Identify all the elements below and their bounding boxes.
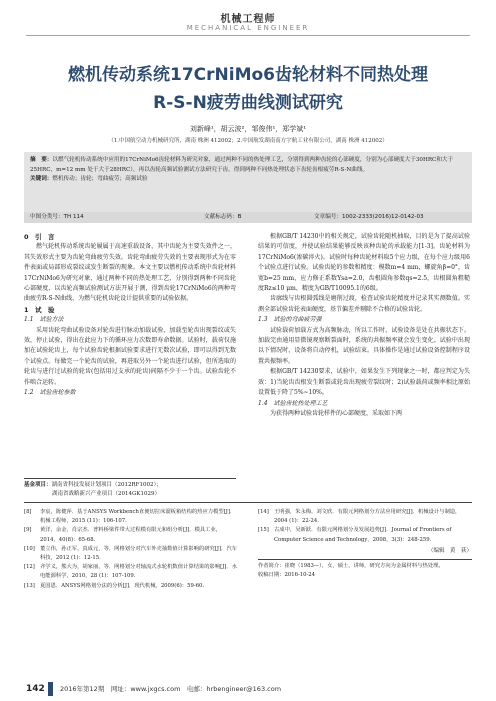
- received-date: 收稿日期：2016-10-24: [258, 572, 316, 579]
- keywords-label: 关键词：: [30, 176, 53, 182]
- funding-rule: [24, 478, 236, 479]
- abstract-box: [24, 152, 472, 212]
- page-number: 142: [26, 684, 45, 694]
- journal-subtitle: MECHANICAL ENGINEER: [186, 24, 310, 32]
- references-rule: [24, 502, 472, 503]
- references-right: [258, 508, 472, 580]
- paragraph: 采用齿轮弯曲试验设备对轮齿进行脉动加载试验，加载至轮齿出现裂纹或失效，停止试验，得出在此应力下的循环应力次数即寿命数据。试验时，载荷仅施加在试验轮齿上，每个试验齿轮根据试验要求进行无数次试验，即可以得到无数个试验点。每做完一个轮齿的试验，再进取另外一个轮齿进行试验，但所选取的轮齿与进行过试验的轮齿(包括用过支承的轮齿)间隔不少于一个齿。试验齿轮不作啮合运转。: [24, 326, 236, 386]
- affiliation: （1.中国航空动力机械研究所，湖南 株洲 412002；2.中国航发湖南南方宇航工业有限公司，湖南 株洲 412002）: [108, 138, 388, 144]
- funding-line2: 湖南省战略新兴产业项目（2014GK1029）: [52, 491, 160, 497]
- paragraph: 燃气轮机传动系统齿轮履属于高速重载设备，其中齿轮为主要失效件之一，其失效形式主要为齿轮弯曲疲劳失效。齿轮弯曲疲劳失效的主要表现形式为在零件表面或局部形成裂纹或发生断裂的现象。本文主要以燃机传动系统中齿轮材料17CrNiMo6为研究对象，通过两种不同的热处理工艺，分别得到两种不同齿轮心部硬度，以齿轮高频试验测试方法开展于测，得到齿轮17CrNiMo6的两种弯曲疲劳R-S-N曲线，为燃气轮机齿轮设计提供重要的试验依据。: [24, 243, 236, 303]
- paragraph: 为获得两种试验齿轮样件的心部硬度，采取如下两: [270, 409, 403, 417]
- editor-signoff: （编辑 黄 荻）: [427, 547, 472, 554]
- reference-item: [14] 王明强，朱永梅，刘文欣．有限元网格划分方法应用研究[J]．机械设计与制造，2004 (1)：22-24.: [258, 509, 461, 525]
- subsection-heading: 1.2 试验齿轮参数: [24, 389, 76, 397]
- section-heading-intro: 0 引 言: [24, 233, 55, 241]
- subsection-heading: 1.3 试验的弯曲疲劳强: [258, 316, 322, 324]
- article-title-line2: R-S-N疲劳曲线测试研究: [153, 93, 343, 113]
- abstract-text: 以燃气轮机传动系统中应用的17CrNiMo6齿轮材料为研究对象，通过两种不同的热处理工艺，分别得到两种齿轮的心部硬度，分别为心部硬度大于30HRC和大于25HRC，m=12 mm 处于大于28HRC），再以齿轮高频试验测试方法研究于齿，得到两种不同热处理状态下齿轮齿根疲劳R-S-N曲线。: [30, 157, 454, 173]
- body-column-right: [258, 232, 470, 419]
- author-list: 刘新峰¹，胡云波²，邹俊伟¹，郑学斌¹: [189, 125, 307, 133]
- footer-accent: [48, 682, 53, 696]
- body-column-left: [24, 232, 236, 399]
- reference-item: [12] 齐学义，熊大为，胡家丽，等．网格划分对轴流式水轮机数值计算结果的影响[J]．水电能源科学，2010，28 (1)：107-109.: [24, 564, 237, 580]
- section-heading-test: 1 试 验: [24, 305, 55, 314]
- reference-item: [8] 李宸，陈健萍．基于ANSYS Workbench直便切拉床溜板箱结构的热应力模型[J]．机械工程师，2015 (11)：106-107.: [24, 509, 236, 525]
- reference-item: [15] 古成中，吴新跃．有限元网格划分及发展趋势[J]．Journal of Frontiers of Computer Science and Technology，2008，3(3)：248-259.: [258, 527, 452, 543]
- document-code: 文献标志码：B: [204, 214, 242, 220]
- paragraph: 根据GB/T 14230中的相关规定，试验齿轮随机抽取，目的是为了提高试验结果的可信度，并使试验结果能够反映该种齿轮的承载能力[1-3]。齿轮材料为17CrNiMo6(渗碳淬火)。试验时每种齿轮材料取5个应力级，在每个应力级用6个试验点进行试验。试验齿轮的参数和精度：模数m=4 mm，螺旋角β=0°，齿宽b=25 mm，应力修正系数Ysa=2.0，齿根圆角参数qs=2.5，齿根圆角粗糙度Rz≤10 μm，精度为GB/T10095.1的6级。: [258, 233, 470, 293]
- journal-title: 机械工程师: [220, 14, 276, 25]
- article-number: 文章编号：1002-2333(2016)12-0142-03: [314, 214, 424, 220]
- author-bio: 作者简介：崔晓（1983—），女，硕士，讲师，研究方向为金属材料与热处理。: [258, 563, 444, 570]
- bio-rule: [258, 559, 472, 560]
- classification-row: [24, 212, 472, 223]
- paragraph: 试验载荷加载方式为高频脉动，所以工作时，试验设备是处在共振状态下。加载完由通用显微镜观察断裂面时，系统的共振频率就会发生变化。试验中出现以下情况时，设备将自动停机，试验结束。具体操作是通过试验设备控制程序设置共振频率。: [258, 326, 470, 365]
- clc-number: 中图分类号：TH 114: [30, 214, 84, 220]
- subsection-heading: 1.4 试验齿轮热处理工艺: [258, 399, 328, 407]
- funding-label: 基金项目：: [24, 482, 52, 488]
- page-footer: [0, 682, 496, 696]
- abstract-label: 摘 要：: [30, 157, 53, 163]
- keywords: 燃机传动；齿轮；弯曲疲劳；高频试验: [52, 176, 148, 182]
- subsection-heading: 1.1 试验方法: [24, 316, 64, 324]
- reference-item: [10] 董立伟，孙正军，真成元，等．网格划分对汽车外壳抽数值计算影响的研究[J]．汽车科技，2012 (1)：12-15.: [24, 545, 237, 562]
- reference-item: [9] 黄洋，余金，肖宗杰．普料桥梁件带大过程模有限元和组分析[J]．模具工业，2014，40(8)：65-68.: [24, 527, 222, 543]
- reference-item: [13] 夏国恩．ANSYS网格划分法的分析[J]．现代机械，2009(6)：59-60.: [24, 582, 205, 589]
- footer-text: 2016年第12期 网址：www.jxgcs.com 电邮：hrbengineer@163.com: [60, 685, 282, 693]
- references-left: [24, 508, 238, 591]
- funding-line1: 湖南省科技发展计划项目（2012RF1002）；: [51, 482, 162, 488]
- paragraph: 齿廓线与齿根圆弧线是磨削过渡，检查试验齿轮精度并记录其实测数值。实测全部试验齿轮表面硬度，基节偏差并剔除不合格的试验齿轮。: [258, 295, 470, 313]
- funding-note: [24, 481, 236, 499]
- header-rule: [26, 35, 470, 36]
- paragraph: 根据GB/T 14230要求，试验中，如果发生下列现象之一时，都应判定为失效：1)当轮齿齿根发生断裂或轮齿出现疲劳裂纹时；2)试验载荷或频率相比原始设置低于降了5%~10%。: [258, 368, 470, 397]
- article-title-line1: 燃机传动系统17CrNiMo6齿轮材料不同热处理: [68, 65, 428, 85]
